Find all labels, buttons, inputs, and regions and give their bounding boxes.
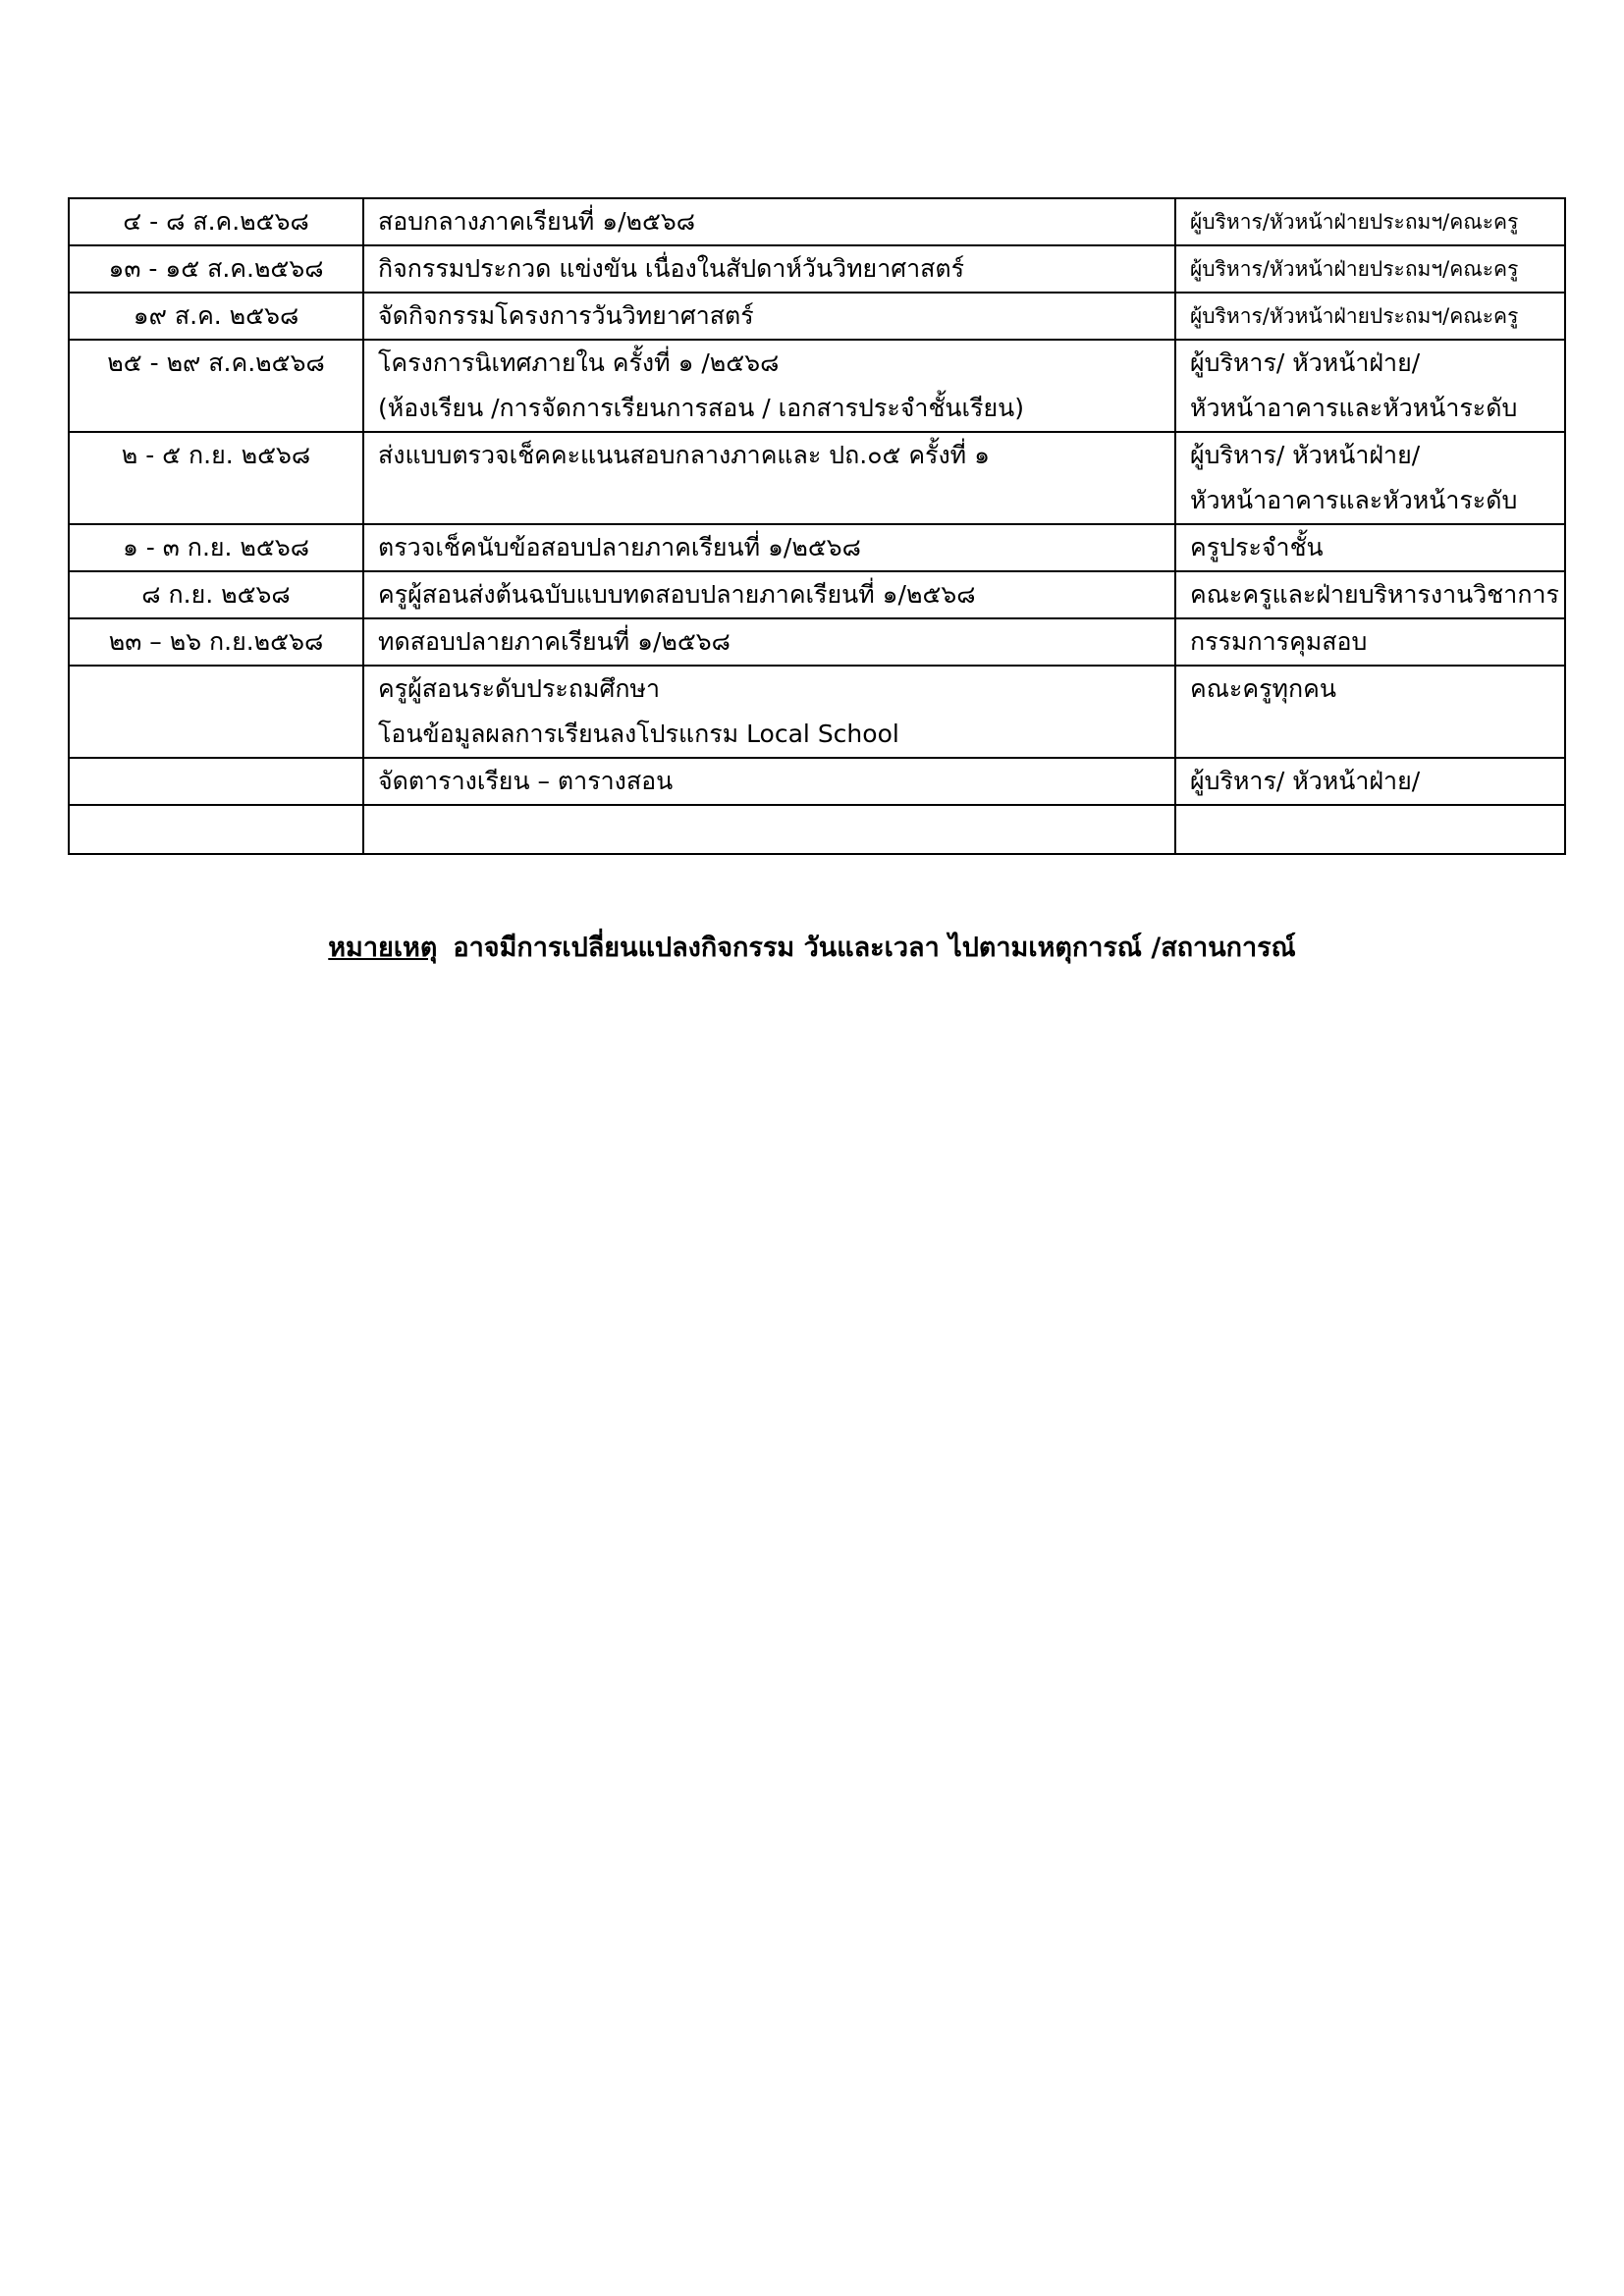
table-row xyxy=(69,293,1565,340)
responsible-line: ผู้บริหาร/ หัวหน้าฝ่าย/ xyxy=(1190,348,1421,377)
responsible-cell xyxy=(1175,524,1565,571)
schedule-table xyxy=(68,197,1566,855)
table-row xyxy=(69,524,1565,571)
date-cell: ๘ ก.ย. ๒๕๖๘ xyxy=(69,571,363,618)
activity-cell xyxy=(363,618,1175,666)
empty-cell xyxy=(69,805,363,854)
date-cell: ๑๓ - ๑๕ ส.ค.๒๕๖๘ xyxy=(69,245,363,293)
responsible-line: หัวหน้าอาคารและหัวหน้าระดับ xyxy=(1190,394,1518,422)
activity-line: จัดกิจกรรมโครงการวันวิทยาศาสตร์ xyxy=(378,301,754,330)
responsible-line: ครูประจำชั้น xyxy=(1190,533,1324,561)
table-row xyxy=(69,571,1565,618)
date-cell: ๔ - ๘ ส.ค.๒๕๖๘ xyxy=(69,198,363,245)
table-row xyxy=(69,245,1565,293)
responsible-cell xyxy=(1175,758,1565,805)
responsible-cell xyxy=(1175,245,1565,293)
table-row xyxy=(69,758,1565,805)
activity-cell xyxy=(363,571,1175,618)
table-row xyxy=(69,198,1565,245)
responsible-cell xyxy=(1175,666,1565,758)
responsible-cell xyxy=(1175,293,1565,340)
activity-line: ตรวจเช็คนับข้อสอบปลายภาคเรียนที่ ๑/๒๕๖๘ xyxy=(378,533,861,561)
activity-line: จัดตารางเรียน – ตารางสอน xyxy=(378,767,674,795)
responsible-line: ผู้บริหาร/ หัวหน้าฝ่าย/ xyxy=(1190,441,1421,469)
responsible-line: กรรมการคุมสอบ xyxy=(1190,627,1368,656)
responsible-line: ผู้บริหาร/หัวหน้าฝ่ายประถมฯ/คณะครู xyxy=(1190,210,1519,234)
responsible-cell xyxy=(1175,571,1565,618)
activity-cell xyxy=(363,293,1175,340)
date-cell: ๒๕ - ๒๙ ส.ค.๒๕๖๘ xyxy=(69,340,363,432)
activity-line: ครูผู้สอนระดับประถมศึกษา xyxy=(378,674,660,703)
responsible-line: คณะครูและฝ่ายบริหารงานวิชาการ xyxy=(1190,580,1559,609)
responsible-cell xyxy=(1175,340,1565,432)
activity-line: ทดสอบปลายภาคเรียนที่ ๑/๒๕๖๘ xyxy=(378,627,731,656)
activity-line: ส่งแบบตรวจเช็คคะแนนสอบกลางภาคและ ปถ.๐๕ ครั้งที่ ๑ xyxy=(378,441,990,469)
activity-cell xyxy=(363,758,1175,805)
activity-cell xyxy=(363,198,1175,245)
table-row xyxy=(69,340,1565,432)
date-cell: ๑๙ ส.ค. ๒๕๖๘ xyxy=(69,293,363,340)
activity-line: โอนข้อมูลผลการเรียนลงโปรแกรม Local School xyxy=(378,720,899,748)
date-cell: ๒๓ – ๒๖ ก.ย.๒๕๖๘ xyxy=(69,618,363,666)
empty-cell xyxy=(1175,805,1565,854)
responsible-line: ผู้บริหาร/หัวหน้าฝ่ายประถมฯ/คณะครู xyxy=(1190,304,1519,328)
responsible-cell xyxy=(1175,618,1565,666)
responsible-cell xyxy=(1175,198,1565,245)
activity-line: ครูผู้สอนส่งต้นฉบับแบบทดสอบปลายภาคเรียนที่ ๑/๒๕๖๘ xyxy=(378,580,976,609)
footnote xyxy=(0,926,1624,968)
date-cell xyxy=(69,666,363,758)
responsible-line: คณะครูทุกคน xyxy=(1190,674,1336,703)
date-cell: ๑ - ๓ ก.ย. ๒๕๖๘ xyxy=(69,524,363,571)
activity-cell xyxy=(363,432,1175,524)
responsible-line: หัวหน้าอาคารและหัวหน้าระดับ xyxy=(1190,486,1518,514)
responsible-line: ผู้บริหาร/ หัวหน้าฝ่าย/ xyxy=(1190,767,1421,795)
activity-cell xyxy=(363,524,1175,571)
table-row-empty xyxy=(69,805,1565,854)
responsible-line: ผู้บริหาร/หัวหน้าฝ่ายประถมฯ/คณะครู xyxy=(1190,257,1519,281)
date-cell xyxy=(69,758,363,805)
footnote-text: อาจมีการเปลี่ยนแปลงกิจกรรม วันและเวลา ไปตามเหตุการณ์ /สถานการณ์ xyxy=(453,933,1296,963)
activity-line: กิจกรรมประกวด แข่งขัน เนื่องในสัปดาห์วันวิทยาศาสตร์ xyxy=(378,254,965,283)
footnote-label: หมายเหตุ xyxy=(328,933,438,963)
table-row xyxy=(69,618,1565,666)
empty-cell xyxy=(363,805,1175,854)
table-row xyxy=(69,666,1565,758)
activity-line: สอบกลางภาคเรียนที่ ๑/๒๕๖๘ xyxy=(378,207,696,236)
activity-cell xyxy=(363,245,1175,293)
table-row xyxy=(69,432,1565,524)
activity-cell xyxy=(363,340,1175,432)
activity-line: โครงการนิเทศภายใน ครั้งที่ ๑ /๒๕๖๘ xyxy=(378,348,780,377)
responsible-cell xyxy=(1175,432,1565,524)
activity-line: (ห้องเรียน /การจัดการเรียนการสอน / เอกสารประจำชั้นเรียน) xyxy=(378,394,1024,422)
activity-cell xyxy=(363,666,1175,758)
date-cell: ๒ - ๕ ก.ย. ๒๕๖๘ xyxy=(69,432,363,524)
